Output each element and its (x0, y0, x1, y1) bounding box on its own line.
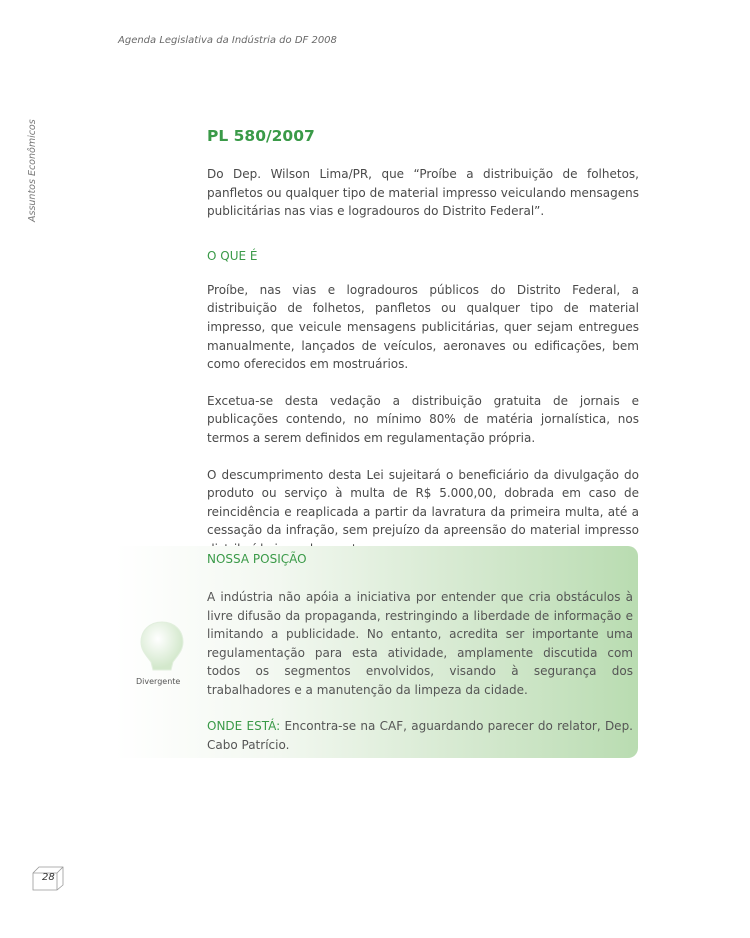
stance-label: Divergente (136, 677, 181, 686)
bill-intro: Do Dep. Wilson Lima/PR, que “Proíbe a distribuição de folhetos, panfletos ou qualquer tipo de material impresso veiculando mensagens publicitárias nas vias e logradouros do Distrito Federal”. (207, 167, 639, 219)
where-text: Encontra-se na CAF, aguardando parecer do relator, Dep. Cabo Patrício. (207, 719, 633, 752)
where-label: ONDE ESTÁ: (207, 719, 281, 733)
page-number: 28 (42, 872, 55, 883)
bill-paragraph: Excetua-se desta vedação a distribuição gratuita de jornais e publicações contendo, no mínimo 80% de matéria jornalística, nos termos a serem definidos em regulamentação própria. (207, 393, 639, 445)
bill-paragraph: O descumprimento desta Lei sujeitará o beneficiário da divulgação do produto ou serviço à multa de R$ 5.000,00, dobrada em caso de reincidência e reaplicada a partir da lavratura da primeira multa, até a cessação da infração, sem prejuízo da apreensão do material impresso (207, 467, 639, 538)
where-paragraph (207, 717, 633, 754)
running-header: Agenda Legislativa da Indústria do DF 2008 (118, 35, 337, 46)
lightbulb-icon (137, 618, 187, 680)
bill-content (207, 127, 639, 559)
bill-paragraph: Proíbe, nas vias e logradouros públicos do Distrito Federal, a distribuição de folhetos, panfletos ou qualquer tipo de material impresso, que veicule mensagens publicitárias, quer sejam entregues manualmente, lançados de veículos, aeronaves ou edificações, bem como oferecidos em mostruários. (207, 282, 639, 372)
position-content (207, 552, 633, 754)
position-heading: NOSSA POSIÇÃO (207, 552, 307, 566)
section-side-label: Assuntos Econômicos (27, 119, 38, 222)
bill-title: PL 580/2007 (207, 127, 315, 145)
what-heading: O QUE É (207, 248, 258, 263)
position-text: A indústria não apóia a iniciativa por entender que cria obstáculos à livre difusão da propaganda, restringindo a liberdade de informação e limitando a publicidade. No entanto, acredita ser importante uma regulamentação para esta atividade, amplamente discutida com todos os segmentos envolvidos, visando à segurança dos trabalhadores e a manutenção da limpeza da cidade. (207, 590, 633, 697)
